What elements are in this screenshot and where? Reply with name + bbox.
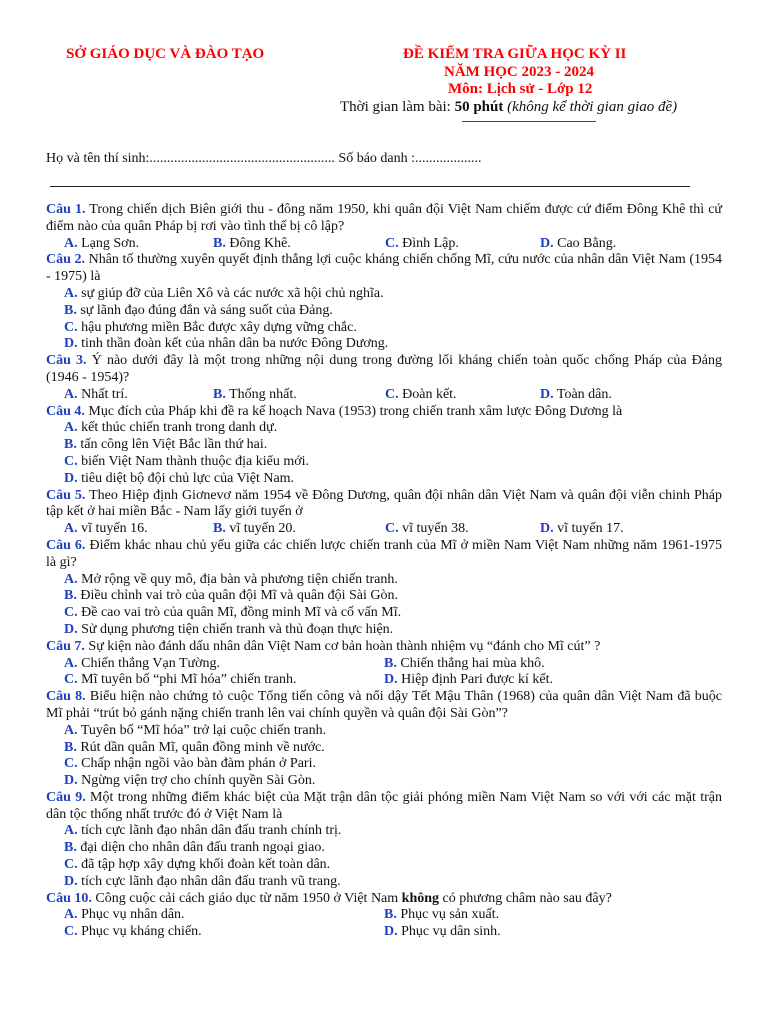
option-text: Đông Khê. xyxy=(225,235,291,251)
question-text: Điểm khác nhau chủ yếu giữa các chiến lược chiến tranh của Mĩ ở miền Nam Việt Nam những năm 1961-1975 là gì? xyxy=(46,537,722,570)
option-row xyxy=(46,236,722,253)
department-title: SỞ GIÁO DỤC VÀ ĐÀO TẠO xyxy=(66,46,265,62)
option-letter: A. xyxy=(64,521,78,537)
option-text: tấn công lên Việt Bắc lần thứ hai. xyxy=(76,437,268,453)
option-letter: A. xyxy=(64,235,78,251)
option-row xyxy=(46,286,722,303)
option-row xyxy=(46,521,722,538)
option-text: đã tập hợp xây dựng khối đoàn kết toàn dân. xyxy=(77,857,331,873)
option-text: vĩ tuyến 38. xyxy=(398,521,469,537)
option-text: Mở rộng về quy mô, địa bàn và phương tiện chiến tranh. xyxy=(77,571,398,587)
option xyxy=(385,387,457,402)
option-cell xyxy=(540,521,624,538)
option-letter: B. xyxy=(213,386,226,402)
option-row xyxy=(46,924,722,941)
option xyxy=(64,437,267,452)
option xyxy=(64,454,309,469)
option xyxy=(64,840,325,855)
option xyxy=(64,471,294,486)
school-year: NĂM HỌC 2023 - 2024 xyxy=(444,64,594,80)
option-letter: D. xyxy=(384,672,398,688)
question-text: Theo Hiệp định Giơnevơ năm 1954 về Đông Dương, quân đội nhân dân Việt Nam và quân đội viễn chinh Pháp tập kết ở hai miền Bắc - Nam lấy giới tuyến ở xyxy=(46,487,722,520)
question-number: Câu 8. xyxy=(46,689,86,705)
subject-title: Môn: Lịch sử - Lớp 12 xyxy=(448,81,593,97)
option-row xyxy=(46,773,722,790)
option-letter: A. xyxy=(64,823,78,839)
option-text: Chấp nhận ngồi vào bàn đàm phán ở Pari. xyxy=(77,756,316,772)
option-letter: A. xyxy=(64,285,78,301)
option-letter: A. xyxy=(64,420,78,436)
question-number: Câu 9. xyxy=(46,789,86,805)
question-list xyxy=(46,202,722,941)
exam-title: ĐỀ KIỂM TRA GIỮA HỌC KỲ II xyxy=(403,46,627,62)
option-letter: C. xyxy=(64,453,78,469)
option-cell xyxy=(64,521,213,538)
option xyxy=(64,656,220,671)
option-letter: C. xyxy=(64,319,78,335)
option-text: Ngừng viện trợ cho chính quyền Sài Gòn. xyxy=(77,773,316,789)
option-letter: D. xyxy=(540,386,554,402)
option-text: Thống nhất. xyxy=(225,386,297,402)
time-prefix: Thời gian làm bài: xyxy=(340,99,455,115)
option xyxy=(384,907,499,922)
option-cell xyxy=(540,387,612,404)
option xyxy=(385,236,459,251)
question-stem xyxy=(46,538,722,572)
option-cell xyxy=(64,236,213,253)
option-text: Phục vụ nhân dân. xyxy=(77,907,185,923)
option xyxy=(213,236,291,251)
question-text: Biểu hiện nào chứng tỏ cuộc Tổng tiến công và nổi dậy Tết Mậu Thân (1968) của quân dân Việt Nam đã buộc Mĩ phải “trút bỏ gánh nặng chiến tranh lên vai chính quyền và quân đội Sài Gòn”? xyxy=(46,689,722,721)
option-letter: A. xyxy=(64,907,78,923)
option-cell xyxy=(384,907,499,924)
question-stem xyxy=(46,202,722,236)
question-number: Câu 5. xyxy=(46,487,86,503)
option-text: kết thúc chiến tranh trong danh dự. xyxy=(77,420,278,436)
option-text: Rút dần quân Mĩ, quân đồng minh về nước. xyxy=(76,739,325,755)
option-text: Phục vụ dân sinh. xyxy=(397,924,501,940)
question-number: Câu 10. xyxy=(46,890,92,906)
option-letter: C. xyxy=(385,235,399,251)
option-text: tích cực lãnh đạo nhân dân đấu tranh chính trị. xyxy=(77,823,342,839)
option-text: tích cực lãnh đạo nhân dân đấu tranh vũ trang. xyxy=(77,873,341,889)
option-row xyxy=(46,672,722,689)
question-stem xyxy=(46,891,722,908)
option-text: hậu phương miền Bắc được xây dựng vững chắc. xyxy=(77,319,357,335)
option-cell xyxy=(384,656,545,673)
option-row xyxy=(46,303,722,320)
option-row xyxy=(46,857,722,874)
option-text: vĩ tuyến 17. xyxy=(553,521,624,537)
question-text: Ý nào dưới đây là một trong những nội dung trong đường lối kháng chiến toàn quốc chống Pháp của Đảng (1946 - 1954)? xyxy=(46,353,722,385)
option xyxy=(64,320,357,335)
option-text: Tuyên bố “Mĩ hóa” trở lại cuộc chiến tranh. xyxy=(77,722,327,738)
option xyxy=(64,740,325,755)
option xyxy=(64,336,388,351)
header-underline xyxy=(462,121,596,122)
divider-line xyxy=(50,186,690,187)
option-letter: B. xyxy=(64,739,77,755)
option xyxy=(64,874,341,889)
option-letter: B. xyxy=(64,588,77,604)
option-letter: B. xyxy=(384,655,397,671)
option xyxy=(64,303,333,318)
option xyxy=(540,387,612,402)
option-cell xyxy=(64,656,384,673)
option-letter: A. xyxy=(64,571,78,587)
option xyxy=(540,236,616,251)
option-letter: C. xyxy=(385,521,399,537)
question-stem xyxy=(46,790,722,824)
option-row xyxy=(46,907,722,924)
question-number: Câu 2. xyxy=(46,252,85,268)
option-letter: B. xyxy=(384,907,397,923)
option-row xyxy=(46,471,722,488)
option-text: Toàn dân. xyxy=(553,386,612,402)
question-number: Câu 6. xyxy=(46,537,86,553)
option xyxy=(384,656,545,671)
option-row xyxy=(46,588,722,605)
option-cell xyxy=(213,236,385,253)
option-letter: B. xyxy=(213,521,226,537)
option-text: Lạng Sơn. xyxy=(77,235,140,251)
question-stem xyxy=(46,252,722,286)
option-row xyxy=(46,437,722,454)
option-letter: D. xyxy=(64,336,78,352)
option-letter: C. xyxy=(64,672,78,688)
option-row xyxy=(46,320,722,337)
option-text: Đề cao vai trò của quân Mĩ, đồng minh Mĩ và cố vấn Mĩ. xyxy=(77,605,402,621)
option xyxy=(64,387,128,402)
question-number: Câu 4. xyxy=(46,403,85,419)
option-letter: D. xyxy=(540,521,554,537)
option-letter: A. xyxy=(64,655,78,671)
option-row xyxy=(46,605,722,622)
option-text: tinh thần đoàn kết của nhân dân ba nước Đông Dương. xyxy=(77,336,389,352)
option-letter: D. xyxy=(384,924,398,940)
option-text: Chiến thắng hai mùa khô. xyxy=(396,655,545,671)
option-letter: C. xyxy=(385,386,399,402)
option xyxy=(64,588,398,603)
option-letter: B. xyxy=(64,302,77,318)
option-letter: C. xyxy=(64,605,78,621)
option-row xyxy=(46,874,722,891)
question-stem xyxy=(46,689,722,723)
option-row xyxy=(46,740,722,757)
option xyxy=(64,286,384,301)
option-row xyxy=(46,420,722,437)
option xyxy=(540,521,624,536)
option-row xyxy=(46,656,722,673)
option-text: Cao Bằng. xyxy=(553,235,617,251)
option xyxy=(64,672,297,687)
option-row xyxy=(46,572,722,589)
option-text: Điều chỉnh vai trò của quân đội Mĩ và quân đội Sài Gòn. xyxy=(76,588,399,604)
option-cell xyxy=(385,236,540,253)
option-cell xyxy=(64,672,384,689)
option-letter: B. xyxy=(213,235,226,251)
option-text: Chiến thắng Vạn Tường. xyxy=(77,655,221,671)
time-note: (không kể thời gian giao đề) xyxy=(507,99,678,115)
option xyxy=(384,924,501,939)
option-letter: C. xyxy=(64,857,78,873)
question-stem xyxy=(46,639,722,656)
option xyxy=(64,622,393,637)
question-stem xyxy=(46,488,722,522)
option xyxy=(64,773,315,788)
question-number: Câu 3. xyxy=(46,353,87,369)
question-stem xyxy=(46,404,722,421)
option-letter: D. xyxy=(540,235,554,251)
option xyxy=(213,387,297,402)
option-letter: D. xyxy=(64,773,78,789)
option-letter: B. xyxy=(64,840,77,856)
option-text: sự giúp đỡ của Liên Xô và các nước xã hội chủ nghĩa. xyxy=(77,285,384,301)
option xyxy=(64,857,330,872)
option-row xyxy=(46,387,722,404)
option-text: sự lãnh đạo đúng đắn và sáng suốt của Đảng. xyxy=(76,302,333,318)
question-text: Sự kiện nào đánh dấu nhân dân Việt Nam cơ bản hoàn thành nhiệm vụ “đánh cho Mĩ cút” ? xyxy=(84,638,601,654)
time-value: 50 phút xyxy=(454,99,504,115)
option-text: đại diện cho nhân dân đấu tranh ngoại giao. xyxy=(76,840,325,856)
option xyxy=(64,420,277,435)
option-cell xyxy=(64,924,384,941)
option-cell xyxy=(213,521,385,538)
option-cell xyxy=(213,387,385,404)
option-text: tiêu diệt bộ đội chủ lực của Việt Nam. xyxy=(77,470,295,486)
option-text: Nhất trí. xyxy=(77,386,128,402)
option xyxy=(385,521,469,536)
option-row xyxy=(46,723,722,740)
option-text: vĩ tuyến 16. xyxy=(77,521,148,537)
option xyxy=(64,572,398,587)
option xyxy=(64,723,326,738)
question-text: có phương châm nào sau đây? xyxy=(439,890,612,906)
option-letter: B. xyxy=(64,437,77,453)
option-letter: D. xyxy=(64,873,78,889)
option-letter: C. xyxy=(64,756,78,772)
option-text: Mĩ tuyên bố “phi Mĩ hóa” chiến tranh. xyxy=(77,672,297,688)
option-cell xyxy=(64,907,384,924)
option-row xyxy=(46,336,722,353)
option xyxy=(64,907,185,922)
question-text: Nhân tố thường xuyên quyết định thắng lợi cuộc kháng chiến chống Mĩ, cứu nước của nhân dân Việt Nam (1954 - 1975) là xyxy=(46,252,722,285)
option-letter: A. xyxy=(64,722,78,738)
option-text: Sử dụng phương tiện chiến tranh và thủ đoạn thực hiện. xyxy=(77,621,394,637)
option-cell xyxy=(540,236,616,253)
option xyxy=(64,605,401,620)
option-text: biến Việt Nam thành thuộc địa kiểu mới. xyxy=(77,453,310,469)
option-text: Phục vụ sản xuất. xyxy=(396,907,500,923)
option-cell xyxy=(384,924,501,941)
option-row xyxy=(46,622,722,639)
option-letter: D. xyxy=(64,470,78,486)
question-number: Câu 1. xyxy=(46,202,86,217)
option-text: Phục vụ kháng chiến. xyxy=(77,924,202,940)
option xyxy=(64,823,341,838)
option-cell xyxy=(385,521,540,538)
option-text: vĩ tuyến 20. xyxy=(225,521,296,537)
option-text: Đình Lập. xyxy=(398,235,459,251)
student-info-line: Họ và tên thí sinh:..................................................... Số báo danh :................... xyxy=(46,151,482,166)
question-text: Công cuộc cải cách giáo dục từ năm 1950 ở Việt Nam xyxy=(91,890,402,906)
option xyxy=(213,521,296,536)
option-cell xyxy=(384,672,553,689)
question-stem xyxy=(46,353,722,387)
option xyxy=(64,924,202,939)
question-text: Trong chiến dịch Biên giới thu - đông năm 1950, khi quân đội Việt Nam chiếm được cứ điểm Đông Khê thì cứ điểm nào của quân Pháp bị rơi vào tình thế bị cô lập? xyxy=(46,202,722,234)
option-text: Đoàn kết. xyxy=(398,386,457,402)
time-line xyxy=(340,99,677,116)
option-letter: D. xyxy=(64,621,78,637)
option-row xyxy=(46,454,722,471)
option-row xyxy=(46,840,722,857)
option xyxy=(64,756,316,771)
option xyxy=(64,521,148,536)
option-text: Hiệp định Pari được kí kết. xyxy=(397,672,553,688)
option xyxy=(384,672,553,687)
question-emphasis: không xyxy=(401,890,440,906)
question-number: Câu 7. xyxy=(46,638,85,654)
question-text: Một trong những điểm khác biệt của Mặt trận dân tộc giải phóng miền Nam Việt Nam so với với các mặt trận dân tộc thống nhất trước đó ở Việt Nam là xyxy=(46,789,723,822)
option-cell xyxy=(64,387,213,404)
option-letter: A. xyxy=(64,386,78,402)
option xyxy=(64,236,139,251)
option-row xyxy=(46,756,722,773)
option-row xyxy=(46,823,722,840)
option-cell xyxy=(385,387,540,404)
option-letter: C. xyxy=(64,924,78,940)
question-text: Mục đích của Pháp khi đề ra kế hoạch Nava (1953) trong chiến tranh xâm lược Đông Dương là xyxy=(84,403,623,419)
